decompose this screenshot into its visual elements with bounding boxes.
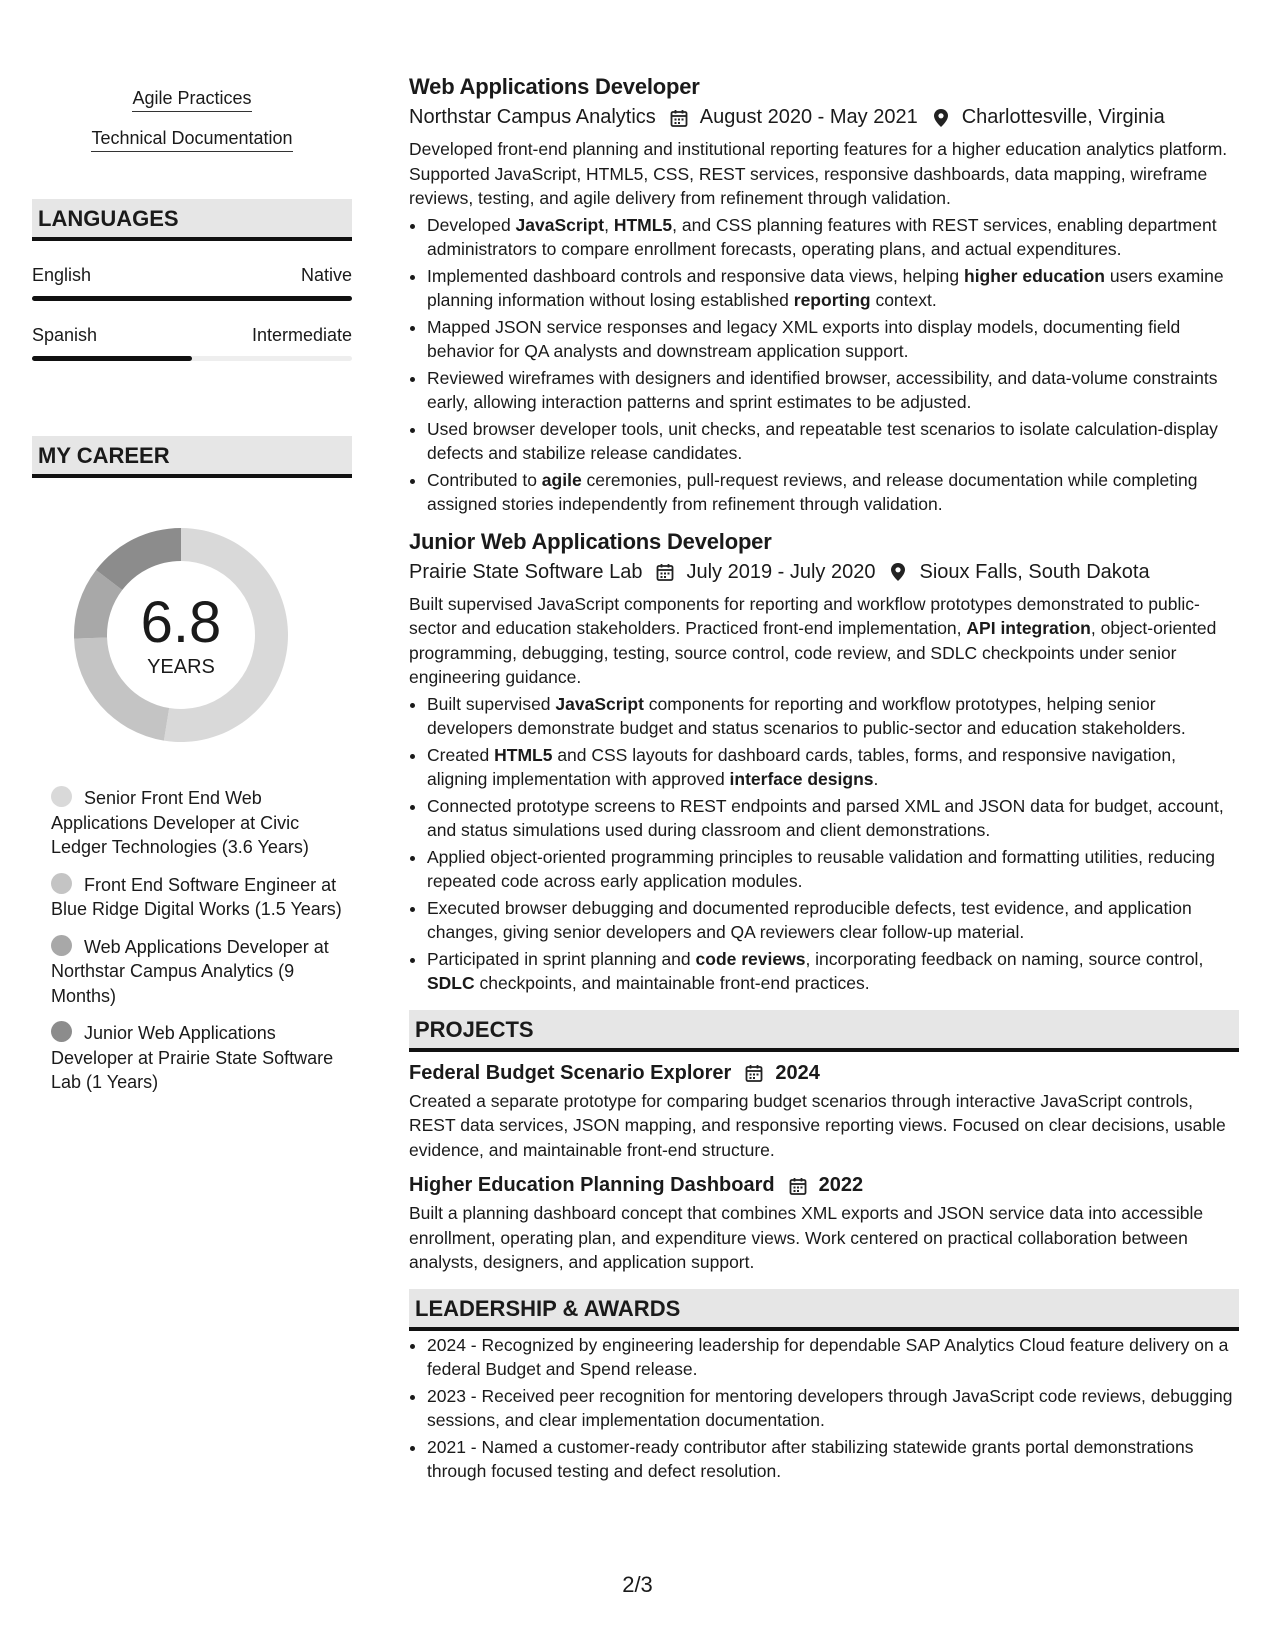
career-legend bbox=[32, 786, 352, 1095]
job-meta bbox=[409, 561, 1239, 584]
job-bullets bbox=[409, 213, 1239, 517]
bold-keyword: HTML5 bbox=[613, 214, 673, 235]
project-year: 2022 bbox=[818, 1174, 864, 1196]
award-item: • 2023 - Received peer recognition for mentoring developers through JavaScript code reviews, debugging sessions, and clear implementation documentation. bbox=[427, 1384, 1239, 1433]
legend-dot bbox=[51, 1021, 72, 1042]
career-legend-item: Junior Web Applications Developer at Prairie State Software Lab (1 Years) bbox=[51, 1023, 334, 1092]
page-number: 2/3 bbox=[622, 1572, 653, 1597]
legend-dot bbox=[51, 786, 72, 807]
career-legend-item: Senior Front End Web Applications Developer at Civic Ledger Technologies (3.6 Years) bbox=[51, 788, 309, 857]
career-years-label: YEARS bbox=[147, 656, 215, 678]
sidebar bbox=[32, 78, 352, 1108]
project-title: Higher Education Planning Dashboard 2022 bbox=[409, 1174, 864, 1196]
project-title: Federal Budget Scenario Explorer 2024 bbox=[409, 1061, 820, 1084]
language-level: Intermediate bbox=[251, 325, 352, 345]
job-bullet: • Executed browser debugging and documented reproducible defects, test evidence, and application changes, giving senior developers and QA reviewers clear follow-up material. bbox=[427, 896, 1239, 945]
language-bar-fill bbox=[32, 296, 352, 301]
project-description: Created a separate prototype for comparing budget scenarios through interactive JavaScript controls, REST data services, JSON mapping, and responsive reporting views. Focused on clear decisions, usable evidence, and maintainable front-end structure. bbox=[409, 1090, 1226, 1160]
career-total-years: 6.8 bbox=[140, 590, 222, 655]
bold-keyword: reporting bbox=[793, 290, 871, 310]
bold-keyword: code reviews bbox=[695, 948, 806, 969]
bold-keyword: SDLC bbox=[427, 973, 475, 993]
languages-heading: LANGUAGES bbox=[32, 199, 352, 241]
job-bullet: • Implemented dashboard controls and responsive data views, helping higher education users examine planning information without losing established reporting context. bbox=[427, 264, 1239, 313]
language-entry bbox=[32, 265, 352, 301]
language-bar bbox=[32, 356, 352, 361]
job-bullet: • Mapped JSON service responses and legacy XML exports into display models, documenting field behavior for QA analysts and downstream application support. bbox=[427, 315, 1239, 364]
bold-keyword: HTML5 bbox=[494, 744, 553, 765]
job-company: Prairie State Software Lab bbox=[409, 560, 643, 583]
language-bar-fill bbox=[32, 356, 192, 361]
career-heading: MY CAREER bbox=[32, 436, 352, 478]
language-name: Spanish bbox=[32, 325, 98, 345]
awards-list bbox=[409, 1333, 1239, 1484]
job-entry bbox=[409, 74, 1239, 517]
job-summary: Developed front-end planning and institutional reporting features for a higher education analytics platform. Supported JavaScript, HTML5, CSS, REST services, responsive dashboards, data mapping, wireframe reviews, testing, and agile delivery from refinement through validation. bbox=[409, 139, 1228, 208]
language-entry bbox=[32, 325, 352, 361]
calendar-icon bbox=[654, 561, 676, 583]
projects-heading: PROJECTS bbox=[409, 1010, 1239, 1052]
map-pin-icon bbox=[887, 561, 909, 583]
project-year: 2024 bbox=[775, 1061, 820, 1084]
job-title: Web Applications Developer bbox=[409, 74, 700, 99]
map-pin-icon bbox=[930, 107, 952, 129]
job-entry bbox=[409, 529, 1239, 996]
job-location: Sioux Falls, South Dakota bbox=[919, 560, 1150, 583]
job-bullet: • Built supervised JavaScript components for reporting and workflow prototypes, helping senior developers demonstrate budget and status scenarios to public-sector and education stakeholders. bbox=[427, 692, 1239, 741]
job-location: Charlottesville, Virginia bbox=[961, 106, 1165, 128]
job-bullet: • Created HTML5 and CSS layouts for dashboard cards, tables, forms, and responsive navigation, aligning implementation with approved interface designs. bbox=[427, 743, 1239, 792]
project-entry bbox=[409, 1062, 1239, 1163]
job-bullet: • Participated in sprint planning and code reviews, incorporating feedback on naming, source control, SDLC checkpoints, and maintainable front-end practices. bbox=[427, 947, 1239, 996]
job-dates: August 2020 - May 2021 bbox=[699, 106, 918, 128]
job-bullet: • Reviewed wireframes with designers and identified browser, accessibility, and data-volume constraints early, allowing interaction patterns and sprint estimates to be adjusted. bbox=[427, 366, 1239, 415]
career-donut-chart bbox=[66, 520, 296, 750]
legend-dot bbox=[51, 935, 72, 956]
award-item: • 2021 - Named a customer-ready contributor after stabilizing statewide grants portal demonstrations through focused testing and defect resolution. bbox=[427, 1435, 1239, 1484]
skill-item: Agile Practices bbox=[32, 88, 352, 112]
job-bullet: • Used browser developer tools, unit checks, and repeatable test scenarios to isolate calculation-display defects and stabilize release candidates. bbox=[427, 417, 1239, 466]
job-bullet: • Connected prototype screens to REST endpoints and parsed XML and JSON data for budget, account, and status simulations used during classroom and client demonstrations. bbox=[427, 794, 1239, 843]
job-meta bbox=[409, 106, 1239, 129]
job-bullet: • Contributed to agile ceremonies, pull-request reviews, and release documentation while completing assigned stories independently from refinement through validation. bbox=[427, 468, 1239, 517]
project-description: Built a planning dashboard concept that combines XML exports and JSON service data into accessible enrollment, operating plan, and expenditure views. Work centered on practical collaboration between analysts, designers, and application support. bbox=[409, 1203, 1204, 1272]
career-legend-item: Web Applications Developer at Northstar Campus Analytics (9 Months) bbox=[51, 936, 329, 1006]
bold-keyword: interface designs bbox=[729, 769, 874, 789]
calendar-icon bbox=[787, 1175, 809, 1197]
job-bullets bbox=[409, 692, 1239, 996]
bold-keyword: JavaScript bbox=[515, 214, 605, 235]
career-legend-item: Front End Software Engineer at Blue Ridge Digital Works (1.5 Years) bbox=[51, 874, 342, 919]
calendar-icon bbox=[743, 1062, 765, 1084]
job-bullet: • Applied object-oriented programming principles to reusable validation and formatting utilities, reducing repeated code across early application modules. bbox=[427, 845, 1239, 894]
bold-keyword: API integration bbox=[966, 618, 1091, 638]
language-name: English bbox=[32, 265, 92, 285]
language-level: Native bbox=[300, 265, 352, 285]
project-entry bbox=[409, 1174, 1239, 1275]
language-bar bbox=[32, 296, 352, 301]
job-dates: July 2019 - July 2020 bbox=[686, 560, 876, 583]
bold-keyword: agile bbox=[541, 469, 582, 490]
skill-item: Technical Documentation bbox=[32, 128, 352, 152]
calendar-icon bbox=[668, 107, 690, 129]
bold-keyword: higher education bbox=[964, 265, 1105, 286]
job-bullet: • Developed JavaScript, HTML5, and CSS planning features with REST services, enabling department administrators to compare enrollment forecasts, operating plans, and actual expenditures. bbox=[427, 213, 1239, 262]
job-company: Northstar Campus Analytics bbox=[409, 106, 656, 128]
job-title: Junior Web Applications Developer bbox=[409, 528, 772, 554]
legend-dot bbox=[51, 873, 72, 894]
award-item: • 2024 - Recognized by engineering leadership for dependable SAP Analytics Cloud feature delivery on a federal Budget and Spend release. bbox=[427, 1333, 1239, 1382]
bold-keyword: JavaScript bbox=[555, 693, 644, 714]
awards-heading: LEADERSHIP & AWARDS bbox=[409, 1289, 1239, 1331]
job-summary: Built supervised JavaScript components for reporting and workflow prototypes demonstrated to public-sector and education stakeholders. Practiced front-end implementation, API integration, object-oriented programming, debugging, testing, source control, code review, and SDLC checkpoints under senior engineering guidance. bbox=[409, 593, 1217, 687]
main-content bbox=[409, 74, 1239, 1486]
